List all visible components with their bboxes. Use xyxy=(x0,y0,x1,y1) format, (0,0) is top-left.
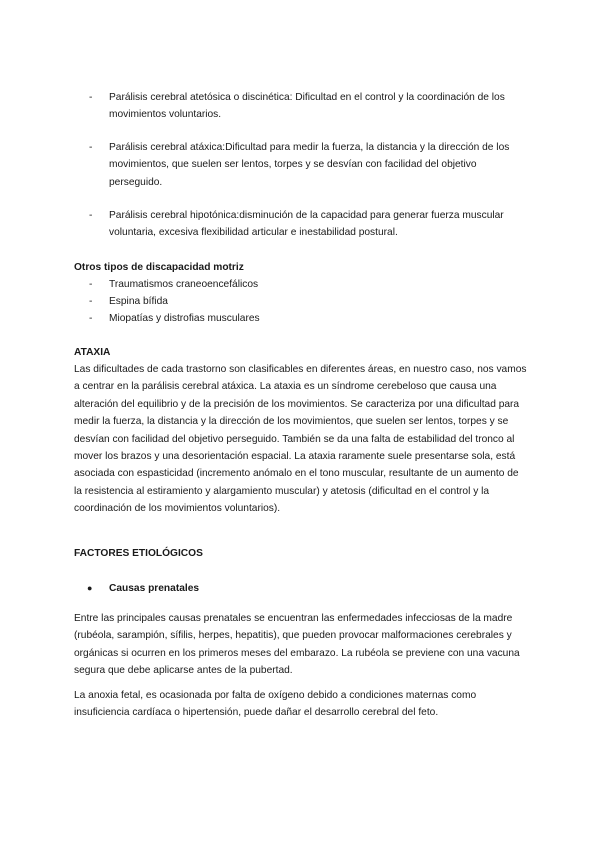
anoxia-paragraph: La anoxia fetal, es ocasionada por falta de oxígeno debido a condiciones maternas como insuficiencia cardíaca o hipertensión, puede dañar el desarrollo cerebral del feto. xyxy=(74,690,477,719)
section-heading-ataxia: ATAXIA xyxy=(74,347,111,358)
list-item-text: Espina bífida xyxy=(109,296,168,307)
list-item-text: Traumatismos craneoencefálicos xyxy=(109,279,259,290)
dash-marker: - xyxy=(89,142,93,153)
dash-marker: - xyxy=(89,92,93,103)
dash-marker: - xyxy=(89,279,93,290)
section-heading-otros: Otros tipos de discapacidad motriz xyxy=(74,262,244,273)
prenatal-paragraph: Entre las principales causas prenatales se encuentran las enfermedades infecciosas de la madre (rubéola, sarampión, sífilis, herpes, hepatitis), que pueden provocar malformaciones cerebrales y orgánicas si ocurren en los primeros meses del embarazo. La rubéola se previene con una vacuna segura que debe aplicarse antes de la pubertad. xyxy=(74,613,520,677)
list-item-text: Parálisis cerebral hipotónica:disminución de la capacidad para generar fuerza muscular voluntaria, excesiva flexibilidad articular e inestabilidad postural. xyxy=(109,210,504,239)
dash-marker: - xyxy=(89,313,93,324)
dash-marker: - xyxy=(89,296,93,307)
list-item-text: Parálisis cerebral atáxica:Dificultad para medir la fuerza, la distancia y la dirección de los movimientos, que suelen ser lentos, torpes y se desvían con facilidad del objetivo perseguido. xyxy=(109,142,510,188)
section-heading-factores: FACTORES ETIOLÓGICOS xyxy=(74,548,203,559)
ataxia-paragraph: Las dificultades de cada trastorno son clasificables en diferentes áreas, en nuestro caso, nos vamos a centrar en la parálisis cerebral atáxica. La ataxia es un síndrome cerebeloso que causa una alteración del equilibrio y de la precisión de los movimientos. Se caracteriza por una dificultad para medir la fuerza, la distancia y la dirección de los movimientos, que suelen ser lentos, torpes y se desvían con facilidad del objetivo perseguido. También se da una falta de estabilidad del tronco al mover los brazos y una desorientación espacial. La ataxia raramente suele presentarse sola, está asociada con espasticidad (incremento anómalo en el tono muscular, resultante de un aumento de la resistencia al estiramiento y alargamiento muscular) y atetosis (dificultad en el control y la coordinación de los movimientos voluntarios). xyxy=(74,364,527,515)
dash-marker: - xyxy=(89,210,93,221)
subheading-causas-prenatales: Causas prenatales xyxy=(109,583,200,594)
list-item-text: Parálisis cerebral atetósica o discinética: Dificultad en el control y la coordinación de los movimientos voluntarios. xyxy=(109,92,505,121)
list-item-text: Miopatías y distrofias musculares xyxy=(109,313,260,324)
bullet-marker: ● xyxy=(87,583,93,593)
